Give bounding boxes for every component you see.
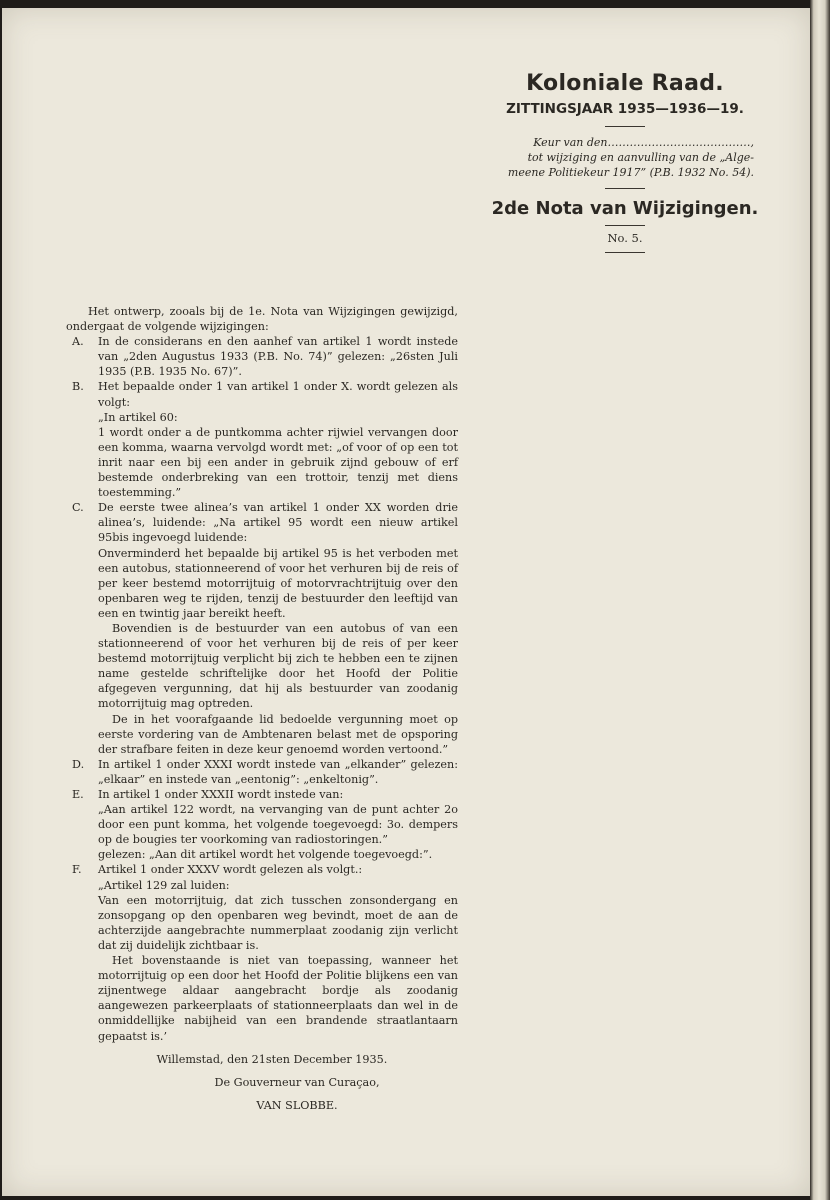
amendment-text: Het bepaalde onder 1 van artikel 1 onder X. wordt gelezen als volgt: <box>98 380 458 409</box>
amendment-text: De eerste twee alinea’s van artikel 1 onder XX worden drie alinea’s, luidende: „Na artikel 95 wordt een nieuw artikel 95bis ingevoegd luidende: <box>98 501 458 545</box>
subject-text <box>490 135 760 180</box>
book-spine <box>810 0 830 1200</box>
amendment-text: 1 wordt onder a de puntkomma achter rijwiel vervangen door een komma, waarna vervolgd wordt met: „of voor of op een tot inrit naar een bij een ander in gebruik zijnd gebouw of erf bestemde onderbreking van een trottoir, tenzij met diens toestemming.” <box>98 425 458 500</box>
subject-line: meene Politiekeur 1917” (P.B. 1932 No. 54). <box>507 166 754 179</box>
amendment-a <box>66 334 458 379</box>
amendment-label: B. <box>72 380 84 394</box>
amendment-text: „Aan artikel 122 wordt, na vervanging van de punt achter 2o door een punt komma, het volgende toegevoegd: 3o. dempers op de bougies ter voorkoming van radiostoringen.” <box>98 803 458 847</box>
closing-block <box>66 1052 458 1113</box>
amendment-text: gelezen: „Aan dit artikel wordt het volgende toegevoegd:”. <box>98 848 433 862</box>
amendment-c <box>66 500 458 757</box>
amendment-text: Onverminderd het bepaalde bij artikel 95 is het verboden met een autobus, stationneerend of voor het verhuren bij de reis of per keer bestemd motorrijtuig of motorvrachtrijtuig over den openbaren weg te rijden, tenzij de bestuurder den leeftijd van een en twintig jaar bereikt heeft. <box>98 546 458 620</box>
amendment-text: In de considerans en den aanhef van artikel 1 wordt instede van „2den Augustus 1933 (P.B. No. 74)” gelezen: „26sten Juli 1935 (P.B. 1935 No. 67)”. <box>98 335 458 379</box>
intro-paragraph: Het ontwerp, zooals bij de 1e. Nota van Wijzigingen gewijzigd, ondergaat de volgende wijzigingen: <box>66 305 458 334</box>
document-header <box>490 70 760 253</box>
amendment-text: „Artikel 129 zal luiden: <box>98 878 230 892</box>
divider <box>605 252 645 253</box>
document-page <box>2 8 810 1196</box>
amendment-label: A. <box>72 335 84 349</box>
governor-title: De Gouverneur van Curaçao, <box>214 1075 380 1089</box>
amendment-b <box>66 379 458 500</box>
divider <box>605 225 645 226</box>
amendment-label: C. <box>72 501 84 515</box>
amendment-text: In artikel 1 onder XXXI wordt instede van „elkander” gelezen: „elkaar” en instede van „eentonig”: „enkeltonig”. <box>98 757 458 786</box>
document-body <box>66 304 458 1113</box>
divider <box>605 188 645 189</box>
nota-number: No. 5. <box>607 231 643 245</box>
amendment-text: Bovendien is de bestuurder van een autobus of van een stationneerend of voor het verhuren bij de reis of per keer bestemd motorrijtuig verplicht bij zich te hebben een te zijnen name gestelde schriftelijke door het Hoofd der Politie afgegeven vergunning, dat hij als bestuurder van zoodanig motorrijtuig mag optreden. <box>98 621 458 711</box>
amendment-label: D. <box>72 757 85 771</box>
amendment-text: Van een motorrijtuig, dat zich tusschen zonsondergang en zonsopgang op den openbaren weg bevindt, moet de aan de achterzijde aangebrachte nummerplaat zoodanig zijn verlicht dat zij duidelijk zichtbaar is. <box>98 893 458 952</box>
place-date: Willemstad, den 21sten December 1935. <box>156 1052 388 1066</box>
amendment-text: In artikel 1 onder XXXII wordt instede van: <box>98 788 344 801</box>
amendment-text: „In artikel 60: <box>98 410 178 424</box>
council-title: Koloniale Raad. <box>526 71 724 96</box>
divider <box>605 126 645 127</box>
amendment-d <box>66 757 458 787</box>
amendment-text: De in het voorafgaande lid bedoelde vergunning moet op eerste vordering van de Ambtenaren belast met de opsporing der strafbare feiten in deze keur genoemd worden vertoond.” <box>98 712 458 756</box>
amendment-label: E. <box>72 788 84 801</box>
amendment-f <box>66 862 458 1043</box>
subject-line: Keur van den…………………………………, <box>533 136 754 149</box>
amendment-label: F. <box>72 863 82 877</box>
amendment-e <box>66 787 458 862</box>
amendment-text: Artikel 1 onder XXXV wordt gelezen als volgt.: <box>98 863 363 877</box>
nota-title: 2de Nota van Wijzigingen. <box>491 198 759 219</box>
amendment-text: Het bovenstaande is niet van toepassing, wanneer het motorrijtuig op een door het Hoofd der Politie blijkens een van zijnentwege aldaar aangebracht bordje als zoodanig aangewezen parkeerplaats of stationneerplaats dan wel in de onmiddellijke nabijheid van een brandende straatlantaarn gepaatst is.’ <box>98 954 458 1043</box>
subject-line: tot wijziging en aanvulling van de „Alge- <box>527 151 754 164</box>
signatory-name: VAN SLOBBE. <box>256 1098 338 1112</box>
session-year: ZITTINGSJAAR 1935—1936—19. <box>506 101 744 117</box>
